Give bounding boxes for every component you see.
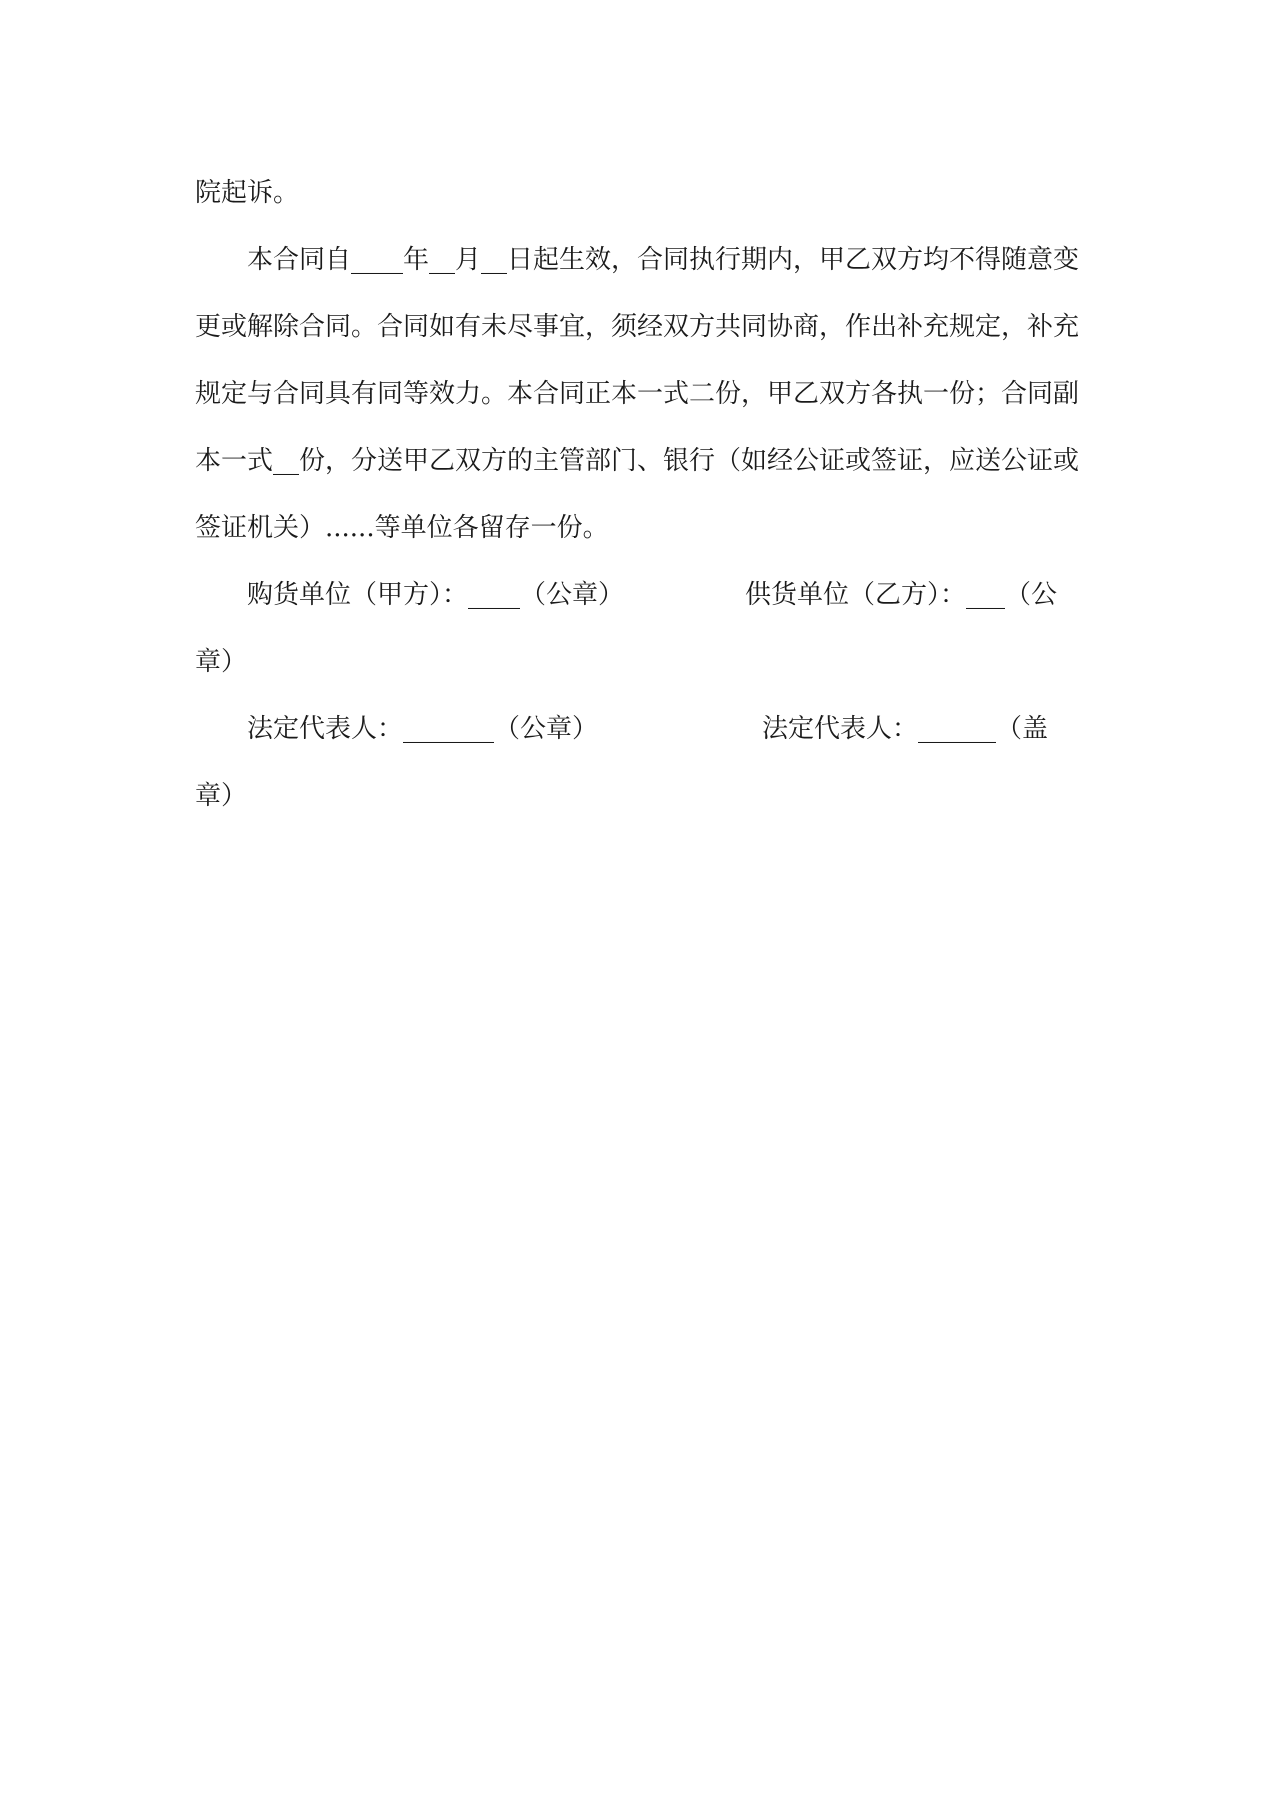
effective-terms-paragraph: 本合同自____年__月__日起生效，合同执行期内，甲乙双方均不得随意变更或解除合同。合同如有未尽事宜，须经双方共同协商，作出补充规定，补充规定与合同具有同等效力。本合同正本一式二份，甲乙双方各执一份；合同副本一式__份，分送甲乙双方的主管部门、银行（如经公证或签证，应送公证或签证机关）......等单位各留存一份。 bbox=[195, 245, 1080, 543]
buyer-unit-signature: 购货单位（甲方）：____（公章） bbox=[247, 580, 625, 610]
continued-text-line: 院起诉。 bbox=[195, 178, 300, 208]
signature-row-representatives bbox=[195, 696, 1085, 763]
buyer-legal-representative: 法定代表人：_______（公章） bbox=[247, 714, 599, 744]
supplier-unit-signature: 供货单位（乙方）：___（公 bbox=[745, 580, 1058, 610]
supplier-legal-representative-continued: 章） bbox=[195, 781, 248, 811]
supplier-unit-signature-continued: 章） bbox=[195, 647, 248, 677]
document-body bbox=[195, 160, 1085, 830]
signature-row-units bbox=[195, 562, 1085, 629]
supplier-legal-representative: 法定代表人：______（盖 bbox=[762, 714, 1049, 744]
